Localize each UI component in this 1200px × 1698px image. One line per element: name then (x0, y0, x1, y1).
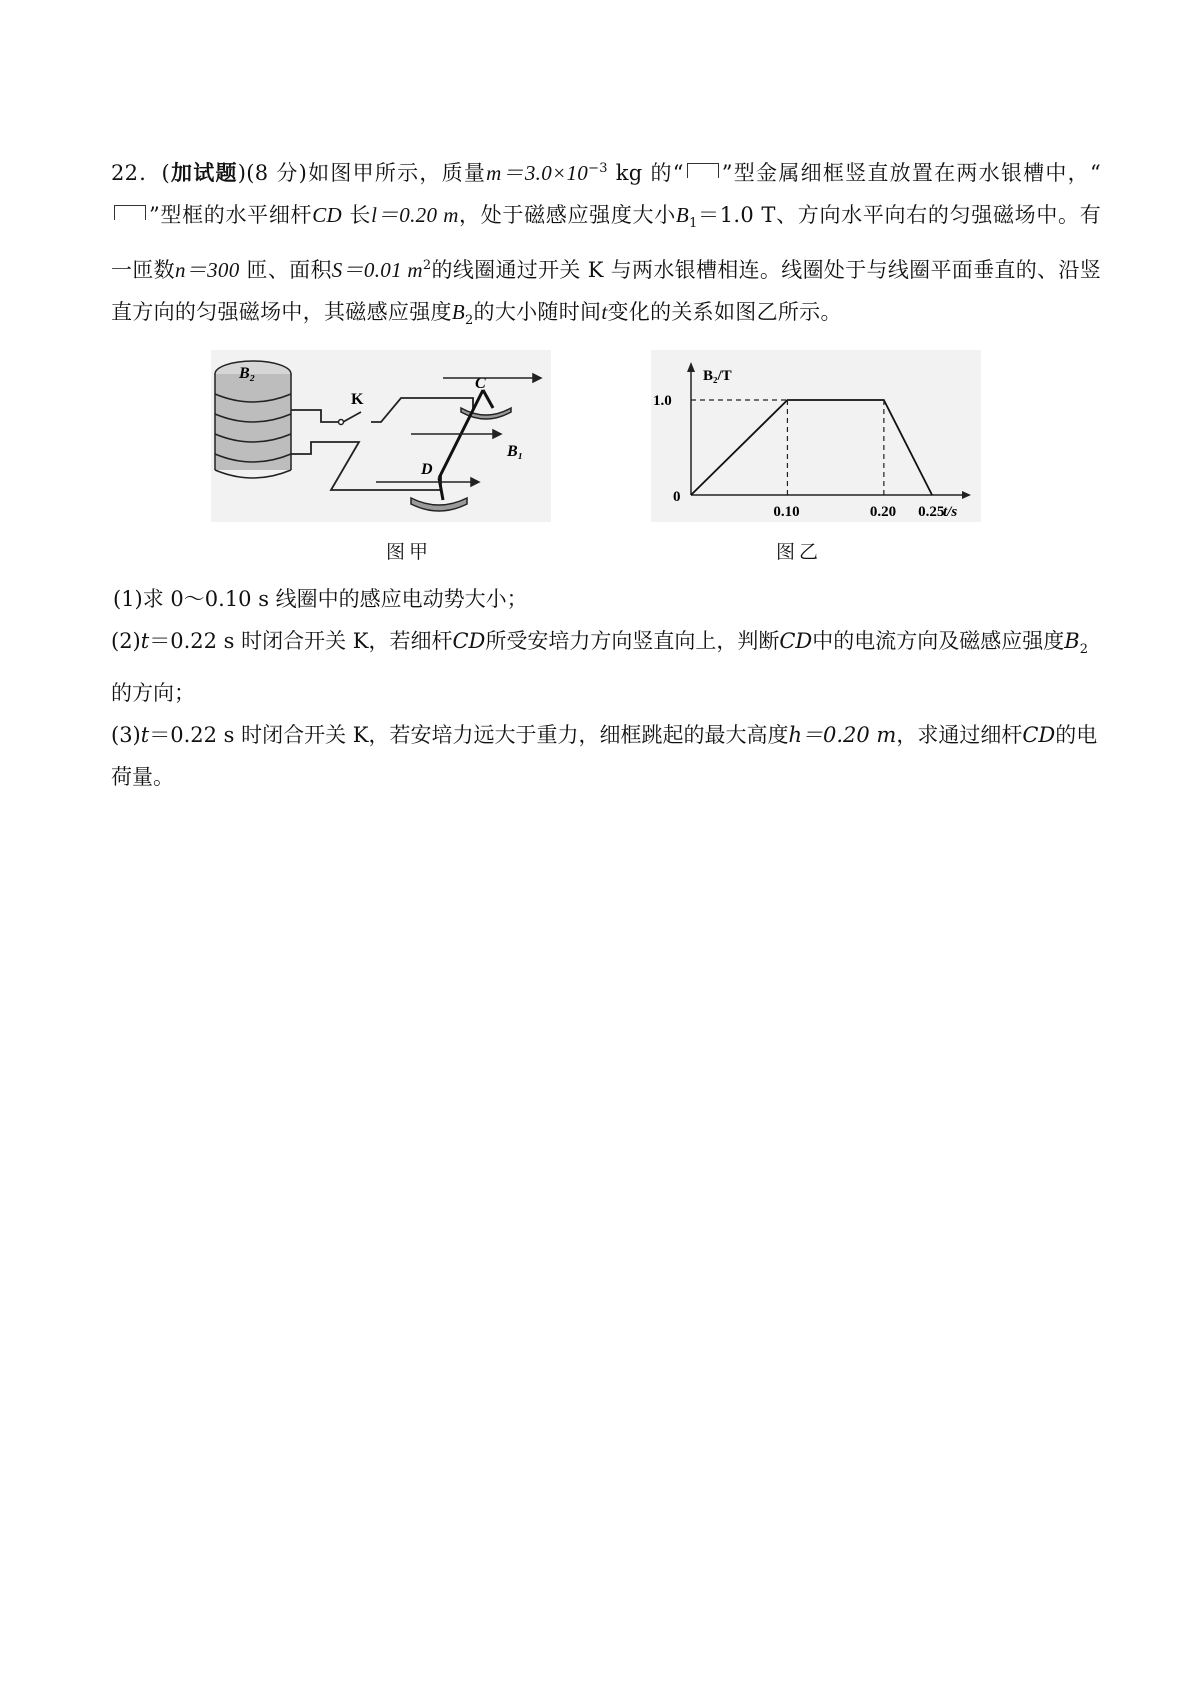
q2-b2-subscript: 2 (1079, 642, 1088, 658)
q3-height-value: h＝0.20 m (788, 722, 897, 747)
text-segment: 中的电流方向及磁感应强度 (812, 629, 1065, 654)
q2-time-symbol: t (140, 629, 150, 654)
text-segment: ＝0.22 s 时闭合开关 K，若安培力远大于重力，细框跳起的最大高度 (149, 722, 789, 747)
text-segment: 的电荷量。 (111, 722, 1098, 789)
coil-label: B₂ (239, 365, 256, 383)
q3-time-symbol: t (140, 722, 150, 747)
text-segment: ＝0.22 s 时闭合开关 K，若细杆 (149, 629, 453, 654)
question-1: (1)求 0～0.10 s 线圈中的感应电动势大小； (113, 587, 528, 612)
text-segment: ，处于磁感应强度大小 (458, 203, 676, 227)
point-c-label: C (475, 375, 486, 393)
b2-symbol: B (451, 300, 465, 325)
point-d-label: D (421, 461, 433, 479)
text-segment: 的线圈通过开关 K 与两水银槽相连。线圈处于与线圈平面垂直的、沿竖直方向的匀强磁场中，其磁感应强度 (111, 258, 1101, 325)
question-2 (111, 620, 1101, 713)
text-segment: 长 (342, 203, 372, 227)
b1-subscript: 1 (689, 216, 698, 232)
x-tick-label: 0.10 (773, 504, 800, 521)
b1-symbol: B (675, 203, 690, 227)
area-exponent: 2 (422, 258, 432, 274)
mass-unit: kg 的 (607, 161, 673, 185)
y-tick-label: 1.0 (653, 393, 672, 410)
question-3 (111, 714, 1101, 798)
text-segment: 的大小随时间 (473, 300, 602, 325)
problem-score: (8 分) (246, 161, 308, 185)
figure-graph (651, 350, 981, 522)
problem-number: 22 (111, 161, 139, 185)
problem-statement: 22．(加试题)(8 分)如图甲所示，质量$m=3.0\times 10^{-3}$ kg 的“ ”型金属细框竖直放置在两水银槽中，“”型框的水平细杆CD 长l＝0.20 m，处于磁感应强度大小$B_1=1.0$ T、方向水平向右的匀强磁场中。有一匝数n＝300 匝、面积S＝0.01 $m^2$的线圈通过开关 K 与两水银槽相连。线圈处于与线圈平面垂直的、沿竖直方向的匀强磁场中，其磁感应强度$B_2$的大小随时间t变化的关系如图乙所示。 (111, 160, 1101, 329)
q2-rod-label: CD (779, 629, 813, 654)
text-segment: 型框的水平细杆 (160, 203, 313, 227)
x-axis-label: t/s (943, 504, 958, 521)
b2-time-chart (651, 350, 981, 522)
x-tick-label: 0.25 (918, 504, 945, 521)
caption-figure-a: 图甲 (386, 541, 433, 564)
length-value: l＝0.20 m (371, 203, 459, 227)
mass-exponent: −3 (588, 161, 608, 176)
text-segment: 如图甲所示，质量 (307, 161, 487, 185)
frame-shape-icon (114, 205, 146, 220)
text-segment: ，求通过细杆 (896, 722, 1023, 747)
text-segment: 的方向； (111, 680, 195, 705)
problem-tag: 加试题 (170, 160, 238, 185)
text-segment: 所受安培力方向竖直向上，判断 (485, 629, 780, 654)
turns-value: n＝300 (174, 258, 240, 283)
caption-figure-b: 图乙 (776, 541, 823, 564)
x-tick-label: 0.20 (869, 504, 897, 521)
q2-number: (2) (111, 629, 141, 654)
q3-number: (3) (111, 722, 141, 747)
text-segment: ＝1.0 T、方向水平向右的匀强磁场中。有一匝数 (111, 203, 1101, 283)
apparatus-diagram (211, 350, 551, 522)
frame-shape-icon (687, 163, 719, 178)
switch-label: K (351, 391, 364, 409)
rod-label: CD (312, 203, 343, 227)
figure-apparatus (211, 350, 551, 522)
y-axis-label: B₂/T (703, 368, 732, 385)
b2-subscript: 2 (464, 313, 474, 329)
chart-background (651, 350, 981, 522)
switch-contact (339, 420, 344, 425)
text-segment: 变化的关系如图乙所示。 (607, 300, 842, 325)
area-value: S＝0.01 m (331, 258, 423, 283)
mass-value: m＝3.0×10 (486, 161, 589, 185)
text-segment: 匝、面积 (239, 258, 332, 283)
problem-document (111, 148, 1101, 798)
q2-b2-symbol: B (1064, 629, 1080, 654)
q3-rod-label: CD (1022, 722, 1056, 747)
origin-label: 0 (673, 489, 681, 506)
q2-rod-label: CD (452, 629, 486, 654)
text-segment: 型金属细框竖直放置在两水银槽中， (732, 161, 1090, 185)
field-b1-label: B₁ (507, 443, 524, 461)
time-symbol: t (601, 300, 608, 325)
figures-row (111, 342, 1101, 578)
